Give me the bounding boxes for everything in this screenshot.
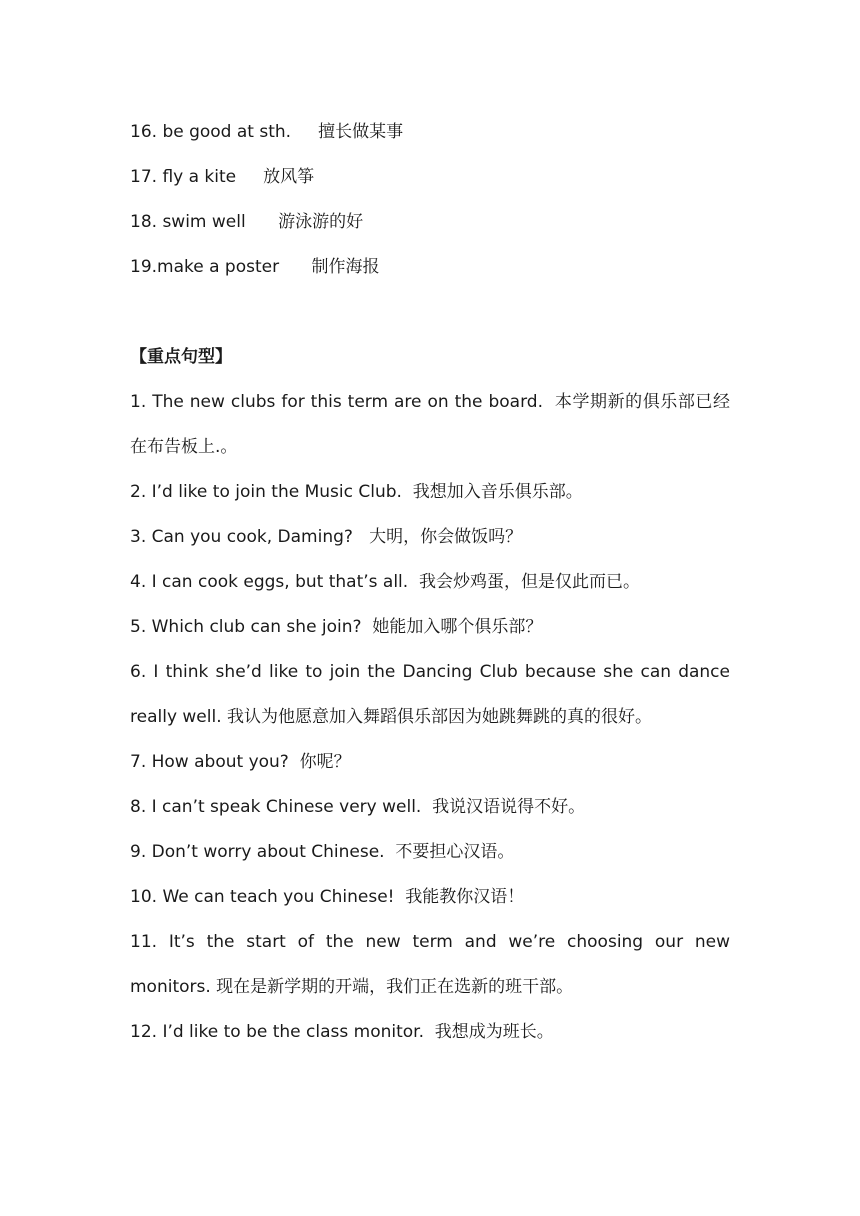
sentence-9: 9. Don’t worry about Chinese. 不要担心汉语。 (130, 842, 515, 862)
section-title-key-sentences: 【重点句型】 (130, 347, 232, 367)
phrase-16: 16. be good at sth. 擅长做某事 (130, 122, 404, 142)
phrase-17: 17. fly a kite 放风筝 (130, 167, 315, 187)
sentence-11-line-1: 11. It’s the start of the new term and we’re choosing our new (130, 932, 730, 952)
sentence-6-line-2: really well. 我认为他愿意加入舞蹈俱乐部因为她跳舞跳的真的很好。 (130, 707, 653, 727)
phrase-19: 19.make a poster 制作海报 (130, 257, 380, 277)
sentence-1-line-1: 1. The new clubs for this term are on the board. 本学期新的俱乐部已经 (130, 392, 730, 412)
sentence-3: 3. Can you cook, Daming? 大明，你会做饭吗？ (130, 527, 523, 547)
sentence-11-line-2: monitors. 现在是新学期的开端，我们正在选新的班干部。 (130, 977, 574, 997)
sentence-7: 7. How about you? 你呢？ (130, 752, 351, 772)
sentence-12: 12. I’d like to be the class monitor. 我想成为班长。 (130, 1022, 554, 1042)
sentence-4: 4. I can cook eggs, but that’s all. 我会炒鸡蛋，但是仅此而已。 (130, 572, 640, 592)
sentence-5: 5. Which club can she join? 她能加入哪个俱乐部？ (130, 617, 543, 637)
sentence-1-line-2: 在布告板上.。 (130, 437, 238, 457)
sentence-8: 8. I can’t speak Chinese very well. 我说汉语说得不好。 (130, 797, 586, 817)
sentence-6-line-1: 6. I think she’d like to join the Dancing Club because she can dance (130, 662, 730, 682)
sentence-2: 2. I’d like to join the Music Club. 我想加入音乐俱乐部。 (130, 482, 583, 502)
phrase-18: 18. swim well 游泳游的好 (130, 212, 364, 232)
document-content (130, 110, 730, 1055)
spacer (130, 290, 730, 335)
sentence-10: 10. We can teach you Chinese! 我能教你汉语！ (130, 887, 525, 907)
